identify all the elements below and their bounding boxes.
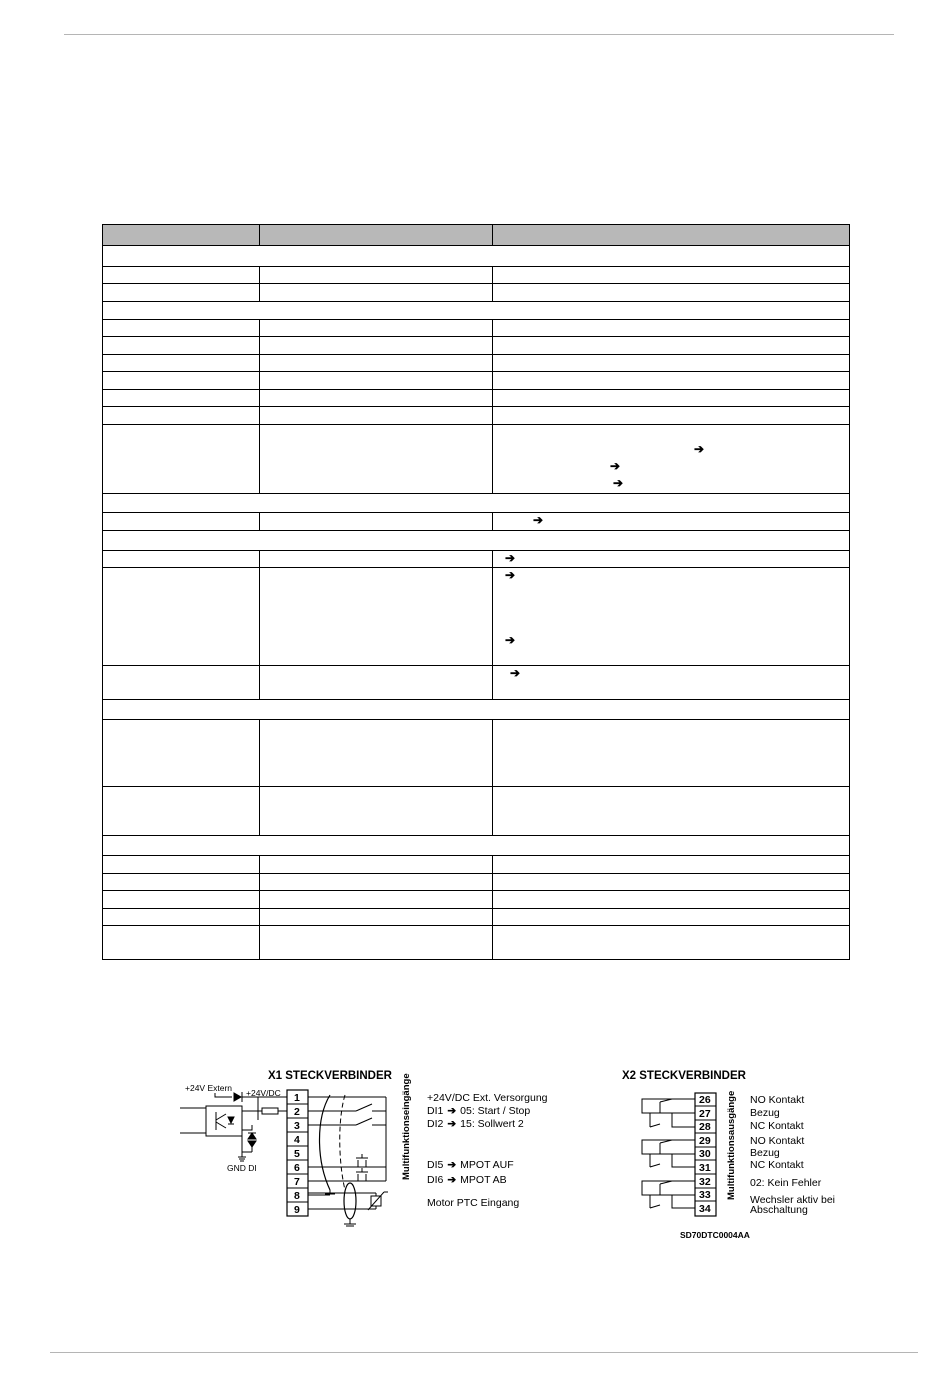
x2-desc-32: 02: Kein Fehler (750, 1177, 822, 1189)
x1-desc-2: DI1 ➔ 05: Start / Stop (427, 1105, 531, 1117)
x1-terminal: 3 (294, 1120, 300, 1132)
x1-terminal: 9 (294, 1204, 300, 1216)
x1-terminal: 1 (294, 1092, 300, 1104)
x2-desc-30: Bezug (750, 1147, 780, 1159)
x1-desc-9: Motor PTC Eingang (427, 1197, 520, 1209)
arrow-icon: ➔ (694, 442, 705, 456)
diode-icon (234, 1093, 241, 1101)
x1-desc-7: DI6 ➔ MPOT AB (427, 1174, 507, 1186)
gnd-di-label: GND DI (227, 1163, 257, 1173)
x1-terminal: 6 (294, 1162, 300, 1174)
arrow-icon: ➔ (533, 513, 544, 527)
x1-title: X1 STECKVERBINDER (268, 1070, 392, 1082)
arrow-icon: ➔ (510, 666, 521, 680)
x2-desc-27: Bezug (750, 1107, 780, 1119)
arrow-icon: ➔ (505, 633, 516, 647)
x2-terminal: 29 (699, 1135, 711, 1147)
arrow-icon: ➔ (447, 1159, 457, 1171)
arrow-icon: ➔ (505, 551, 516, 565)
x2-desc-26: NO Kontakt (750, 1094, 805, 1106)
x1-terminal: 4 (294, 1134, 300, 1146)
x1-terminal: 5 (294, 1148, 300, 1160)
zener-diode-icon (248, 1133, 256, 1139)
x1-desc-6: DI5 ➔ MPOT AUF (427, 1159, 514, 1171)
x1-vertical-label: Multifunktionseingänge (401, 1073, 412, 1180)
x1-desc-1: +24V/DC Ext. Versorgung (427, 1092, 548, 1104)
x1-terminal: 2 (294, 1106, 300, 1118)
x2-terminal: 33 (699, 1189, 711, 1201)
ext-supply-label: +24V Extern (185, 1083, 233, 1093)
x2-relay-wiring (642, 1099, 695, 1208)
x2-title: X2 STECKVERBINDER (622, 1070, 746, 1082)
x2-desc-34: Abschaltung (750, 1204, 808, 1216)
arrow-icon: ➔ (613, 476, 624, 490)
x1-switch-wiring (308, 1095, 388, 1226)
x2-terminal: 31 (699, 1162, 711, 1174)
arrow-icon: ➔ (447, 1174, 457, 1186)
dc-supply-label: +24V/DC (246, 1088, 281, 1098)
x2-desc-29: NO Kontakt (750, 1135, 805, 1147)
arrow-icon: ➔ (447, 1105, 457, 1117)
x2-terminal: 34 (699, 1203, 711, 1215)
x2-terminal: 30 (699, 1148, 711, 1160)
x2-terminal: 28 (699, 1121, 711, 1133)
x2-terminal: 27 (699, 1108, 711, 1120)
x2-vertical-label: Multifunktionsausgänge (726, 1090, 737, 1200)
arrow-icon: ➔ (447, 1118, 457, 1130)
x1-terminal-block (287, 1090, 308, 1216)
arrow-icon: ➔ (505, 568, 516, 582)
x1-terminal: 8 (294, 1190, 300, 1202)
x2-desc-28: NC Kontakt (750, 1120, 804, 1132)
x1-terminal: 7 (294, 1176, 300, 1188)
x2-terminal: 32 (699, 1176, 711, 1188)
optocoupler-icon (206, 1106, 242, 1136)
diagram-code: SD70DTC0004AA (680, 1230, 750, 1240)
x2-terminal-block (695, 1093, 716, 1216)
x2-desc-31: NC Kontakt (750, 1159, 804, 1171)
arrow-icon: ➔ (610, 459, 621, 473)
x2-terminal: 26 (699, 1094, 711, 1106)
x1-desc-3: DI2 ➔ 15: Sollwert 2 (427, 1118, 524, 1130)
x2-desc-33: Wechsler aktiv bei (750, 1194, 836, 1206)
input-circuit (180, 1083, 287, 1173)
